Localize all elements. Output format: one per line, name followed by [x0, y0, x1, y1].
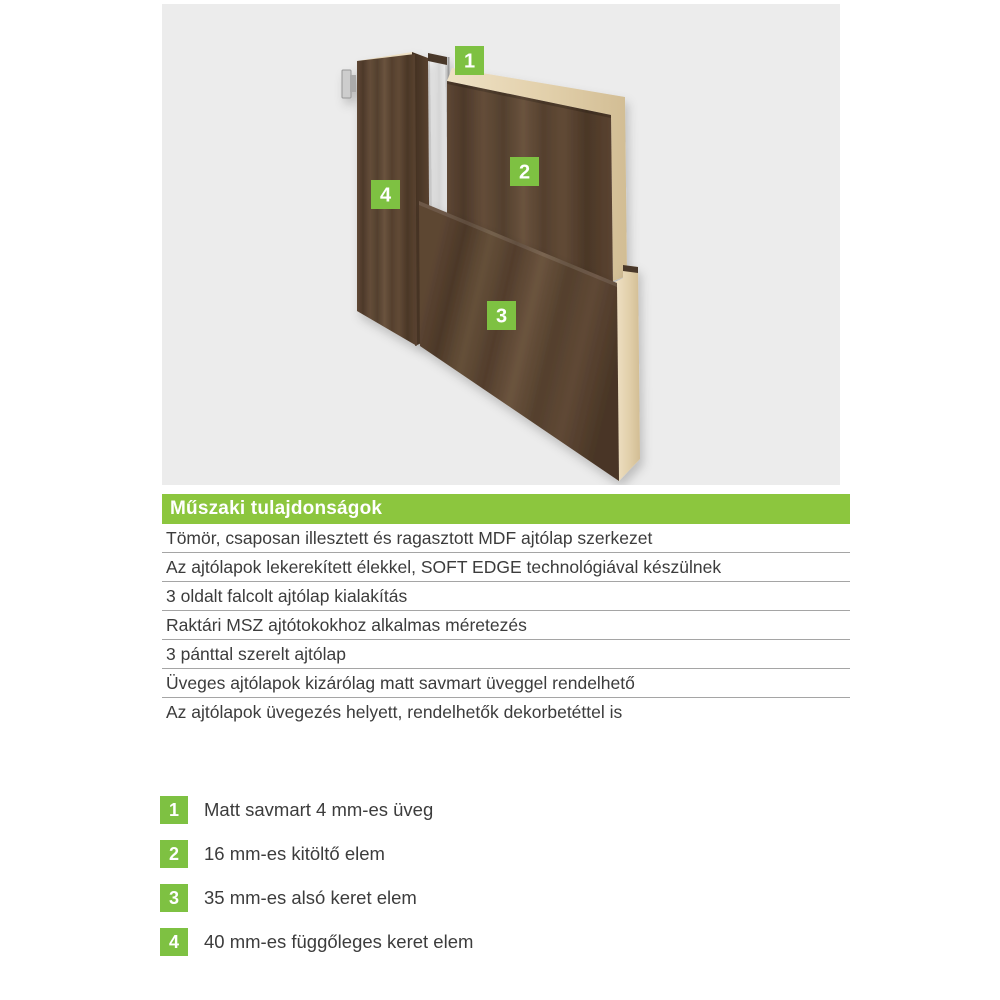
legend-chip-3: 3: [160, 884, 188, 912]
callout-4-number: 4: [379, 184, 392, 207]
legend-chip-1: 1: [160, 796, 188, 824]
property-row: Raktári MSZ ajtótokokhoz alkalmas méretezés: [162, 611, 850, 640]
callout-4: [371, 180, 400, 209]
legend-label-1: Matt savmart 4 mm-es üveg: [204, 799, 434, 820]
callout-3-number: 3: [495, 305, 508, 328]
legend-chip-2: 2: [160, 840, 188, 868]
callout-1: [455, 46, 484, 75]
property-row: Az ajtólapok üvegezés helyett, rendelhetők dekorbetéttel is: [166, 702, 623, 722]
door-structure-svg: [162, 4, 840, 485]
legend-label-3: 35 mm-es alsó keret elem: [204, 887, 417, 908]
property-row: 3 oldalt falcolt ajtólap kialakítás: [162, 582, 850, 611]
callout-2-number: 2: [518, 161, 531, 184]
legend-item: [160, 796, 473, 824]
hinge: [342, 70, 351, 98]
bottom-frame-mdf-edge: [615, 265, 640, 481]
callout-2: [510, 157, 539, 186]
legend-item: [160, 840, 473, 868]
property-row: Tömör, csaposan illesztett és ragasztott MDF ajtólap szerkezet: [162, 524, 850, 553]
legend-item: [160, 928, 473, 956]
legend-label-4: 40 mm-es függőleges keret elem: [204, 931, 474, 952]
door-structure-illustration: [162, 4, 840, 485]
legend-chip-4: 4: [160, 928, 188, 956]
callout-1-number: 1: [463, 50, 476, 73]
section-header: Műszaki tulajdonságok: [162, 494, 850, 524]
property-row: Üveges ajtólapok kizárólag matt savmart üveggel rendelhető: [162, 669, 850, 698]
technical-properties-section: [162, 494, 850, 727]
property-row: Az ajtólapok lekerekített élekkel, SOFT EDGE technológiával készülnek: [162, 553, 850, 582]
callout-3: [487, 301, 516, 330]
legend-label-2: 16 mm-es kitöltő elem: [204, 843, 385, 864]
hinge-pin: [350, 75, 356, 92]
property-row: 3 pánttal szerelt ajtólap: [162, 640, 850, 669]
legend-item: [160, 884, 473, 912]
legend: [160, 796, 473, 972]
